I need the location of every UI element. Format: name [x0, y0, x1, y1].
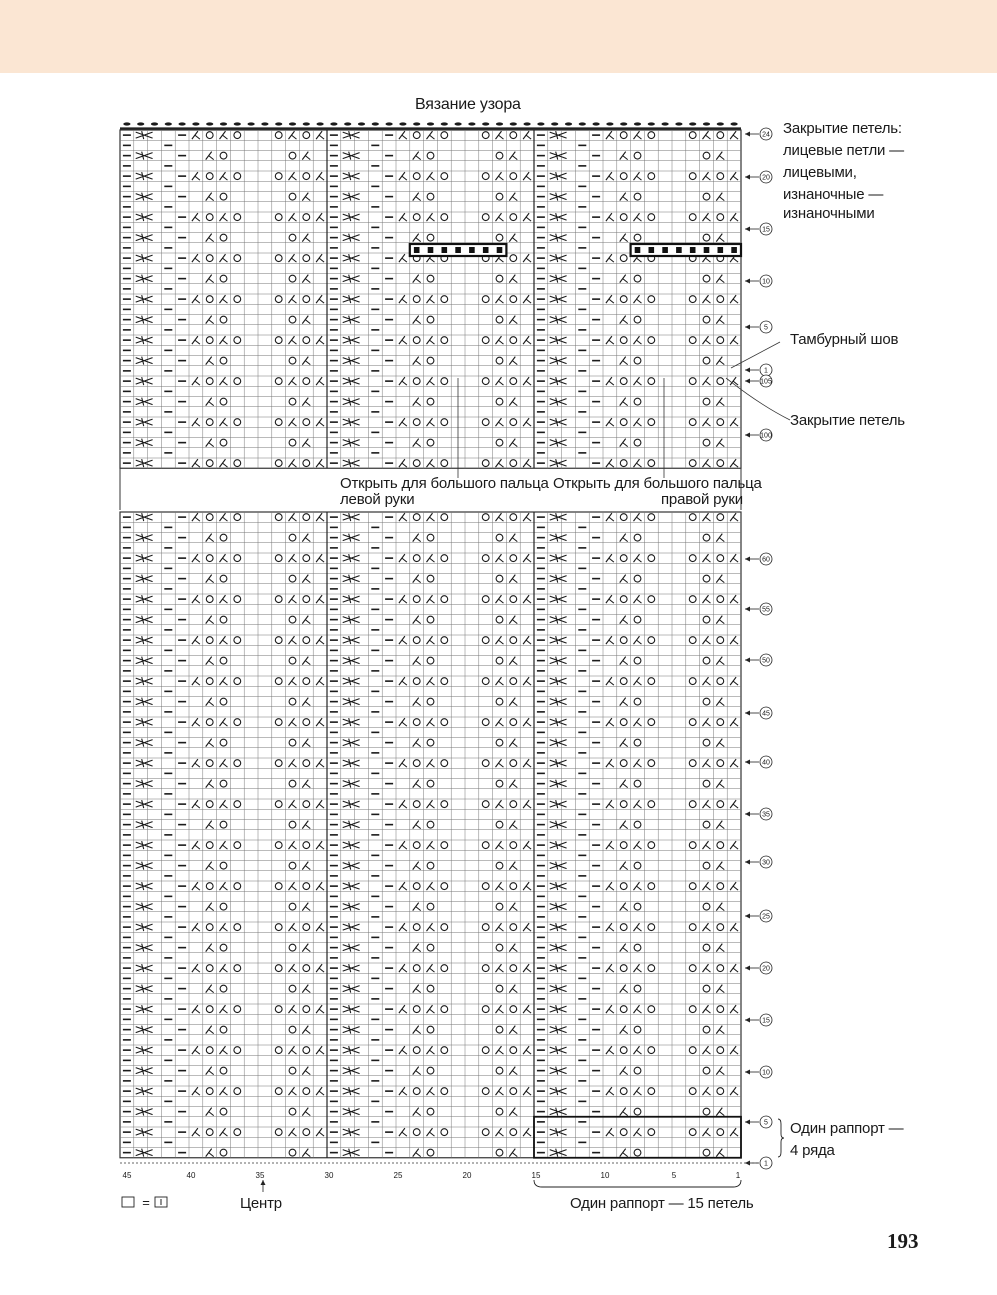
lower-row-marker-text: 30 [762, 859, 770, 867]
right-thumb-label-1: Открыть для большого пальца [553, 475, 762, 492]
repeat-rows-label-1: Один раппорт — [790, 1120, 904, 1137]
bind-off-dash [496, 122, 503, 125]
lower-row-marker-text: 20 [762, 965, 770, 973]
lower-chart-block-frame [120, 512, 741, 1158]
page-number: 193 [887, 1229, 919, 1253]
upper-row-marker-arrowhead [745, 279, 750, 284]
left-thumb-label-1: Открыть для большого пальца [340, 475, 549, 492]
upper-row-marker-arrowhead [745, 433, 750, 438]
bind-off-dash [620, 122, 627, 125]
column-label: 25 [393, 1171, 403, 1180]
bind-off-dash [524, 122, 531, 125]
lower-row-marker-text: 40 [762, 759, 770, 767]
bind-off-dash [275, 122, 282, 125]
legend-empty-cell [122, 1197, 134, 1207]
lower-row-marker-arrowhead [745, 860, 750, 865]
upper-row-marker-text: 20 [762, 174, 770, 182]
upper-row-marker-text: 5 [764, 324, 768, 332]
bind-off-dash [344, 122, 351, 125]
column-label: 35 [255, 1171, 265, 1180]
bind-off-dash [634, 122, 641, 125]
bind-off-dash [206, 122, 213, 125]
repeat-rows-brace [778, 1119, 784, 1157]
bind-off-dash [510, 122, 517, 125]
upper-row-marker-text: 1 [764, 367, 768, 375]
lower-row-marker-arrowhead [745, 1120, 750, 1125]
lower-row-marker-arrowhead [745, 914, 750, 919]
left-thumb-opening-stitch [442, 247, 448, 253]
lower-row-marker-arrowhead [745, 607, 750, 612]
left-thumb-opening-stitch [497, 247, 503, 253]
lower-chart-block [120, 512, 741, 1158]
right-thumb-opening-stitch [718, 247, 724, 253]
bind-off-dash [468, 122, 475, 125]
repeat-rows-label-2: 4 ряда [790, 1142, 835, 1159]
bind-off-dash [261, 122, 268, 125]
bind-off-label-2: лицевые петли — [783, 142, 904, 159]
bind-off-dash [689, 122, 696, 125]
lower-row-marker-text: 55 [762, 606, 770, 614]
bind-off-dash [372, 122, 379, 125]
bind-off-dash [482, 122, 489, 125]
bind-off-dash [662, 122, 669, 125]
lower-row-marker-text: 5 [764, 1119, 768, 1127]
upper-row-marker-text: 100 [760, 432, 772, 440]
bind-off-dash [413, 122, 420, 125]
bind-off-dash [551, 122, 558, 125]
repeat-stitches-label: Один раппорт — 15 петель [570, 1195, 754, 1212]
bind-off-dash [455, 122, 462, 125]
bind-off-dash [248, 122, 255, 125]
right-thumb-opening-stitch [662, 247, 668, 253]
lower-row-marker-text: 50 [762, 657, 770, 665]
bind-off-dash [179, 122, 186, 125]
upper-row-marker-arrowhead [745, 325, 750, 330]
upper-row-marker-text: 15 [762, 226, 770, 234]
bind-off-dash [703, 122, 710, 125]
column-label: 30 [324, 1171, 334, 1180]
column-label: 15 [531, 1171, 541, 1180]
left-thumb-label-2: левой руки [340, 491, 415, 508]
left-thumb-opening-stitch [428, 247, 434, 253]
upper-row-marker-arrowhead [745, 368, 750, 373]
upper-row-marker-arrowhead [745, 227, 750, 232]
lower-row-marker-text: 15 [762, 1017, 770, 1025]
bind-off-dash [137, 122, 144, 125]
bind-off-dash [165, 122, 172, 125]
repeat-stitches-bracket [534, 1180, 741, 1187]
lower-row-marker-text: 60 [762, 556, 770, 564]
left-thumb-opening-stitch [455, 247, 461, 253]
bind-off-dash [220, 122, 227, 125]
lower-row-marker-text: 35 [762, 811, 770, 819]
upper-row-marker-arrowhead [745, 379, 750, 384]
right-thumb-opening-stitch [704, 247, 710, 253]
lower-row-marker-arrowhead [745, 812, 750, 817]
right-thumb-opening-stitch [676, 247, 682, 253]
upper-row-marker-text: 105 [760, 378, 772, 386]
lower-row-marker-text: 1 [764, 1160, 768, 1168]
bind-off-dash [717, 122, 724, 125]
bind-off-dash [234, 122, 241, 125]
bind-off-label-1: Закрытие петель: [783, 120, 902, 137]
bind-off-dash [427, 122, 434, 125]
upper-row-marker-text: 10 [762, 278, 770, 286]
bind-off-dash [606, 122, 613, 125]
left-thumb-opening-stitch [414, 247, 420, 253]
right-thumb-opening-stitch [690, 247, 696, 253]
bind-off-label-5: изнаночными [783, 205, 875, 222]
lower-row-marker-arrowhead [745, 1070, 750, 1075]
legend-equals: = [142, 1195, 150, 1210]
bind-off-dash [151, 122, 158, 125]
bind-off-dash [675, 122, 682, 125]
bind-off-dash [303, 122, 310, 125]
bind-off-dash [593, 122, 600, 125]
lower-row-marker-arrowhead [745, 1018, 750, 1023]
column-label: 5 [671, 1171, 677, 1180]
lower-row-marker-arrowhead [745, 966, 750, 971]
bind-off-dash [358, 122, 365, 125]
column-label: 20 [462, 1171, 472, 1180]
bind-off-dash [579, 122, 586, 125]
lower-row-marker-arrowhead [745, 658, 750, 663]
center-arrowhead [261, 1180, 266, 1185]
column-label: 10 [600, 1171, 610, 1180]
bind-off-dash [565, 122, 572, 125]
upper-chart-block [120, 130, 741, 468]
lower-row-marker-text: 10 [762, 1069, 770, 1077]
bind-off-dash [441, 122, 448, 125]
bind-off-dash [192, 122, 199, 125]
chart-title: Вязание узора [415, 96, 521, 113]
bind-off-dash [289, 122, 296, 125]
bind-off-dash [330, 122, 337, 125]
bind-off-dash [648, 122, 655, 125]
bind-off-dash [317, 122, 324, 125]
lower-row-marker-arrowhead [745, 711, 750, 716]
right-thumb-opening-stitch [649, 247, 655, 253]
lower-row-marker-text: 45 [762, 710, 770, 718]
bind-off-label-4: изнаночные — [783, 186, 884, 203]
center-label: Центр [240, 1195, 282, 1212]
bind-off-dash [123, 122, 130, 125]
bind-off-label-3: лицевыми, [783, 164, 857, 181]
bind-off-dash [399, 122, 406, 125]
column-label: 1 [735, 1171, 741, 1180]
chain-stitch-label: Тамбурный шов [790, 331, 899, 348]
upper-row-marker-arrowhead [745, 175, 750, 180]
column-label: 45 [122, 1171, 132, 1180]
bind-off-short-label: Закрытие петель [790, 412, 905, 429]
bind-off-dash [537, 122, 544, 125]
left-thumb-opening-stitch [469, 247, 475, 253]
right-thumb-opening [631, 244, 741, 256]
lower-row-marker-arrowhead [745, 760, 750, 765]
right-thumb-opening-stitch [731, 247, 737, 253]
left-thumb-opening-stitch [483, 247, 489, 253]
right-thumb-opening-stitch [635, 247, 641, 253]
upper-row-marker-text: 24 [762, 131, 770, 139]
bind-off-dash [731, 122, 738, 125]
column-label: 40 [186, 1171, 196, 1180]
right-thumb-label-2: правой руки [661, 491, 743, 508]
lower-row-marker-text: 25 [762, 913, 770, 921]
lower-row-marker-arrowhead [745, 557, 750, 562]
upper-row-marker-arrowhead [745, 132, 750, 137]
bind-off-dash [386, 122, 393, 125]
